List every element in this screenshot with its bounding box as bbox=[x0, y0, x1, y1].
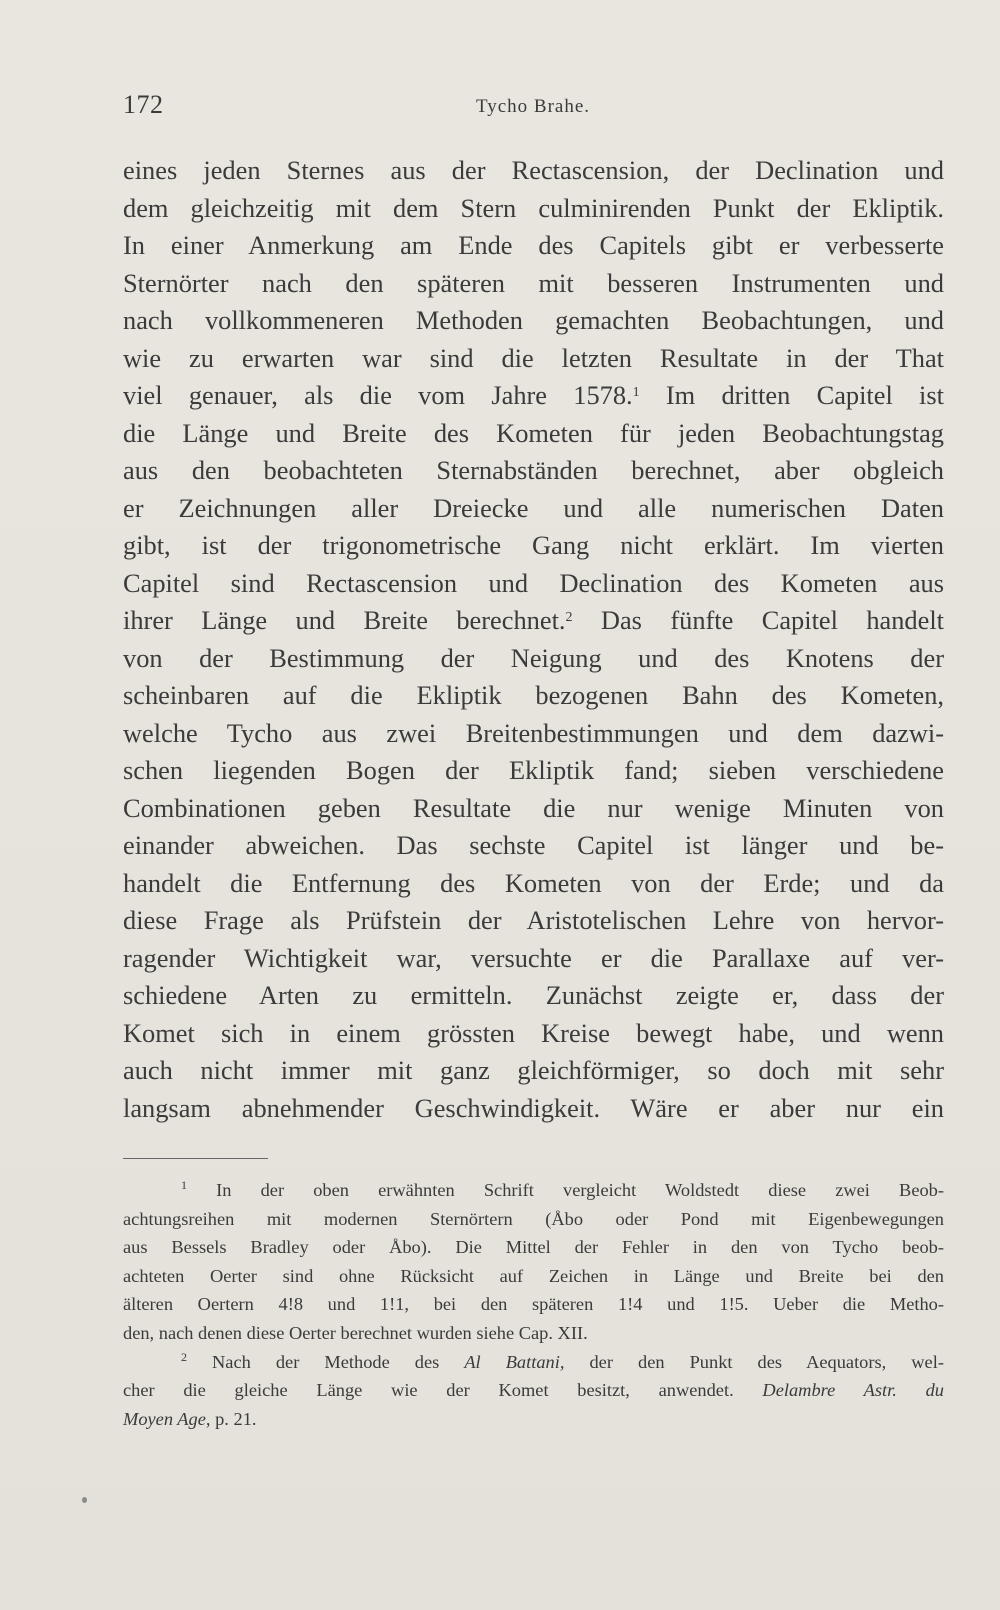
body-line: die Länge und Breite des Kometen für jeden Beobachtungstag bbox=[123, 417, 944, 448]
body-line: handelt die Entfernung des Kometen von der Erde; und da bbox=[123, 867, 944, 898]
body-line-text: ihrer Länge und Breite berechnet. bbox=[123, 605, 566, 635]
body-line: ragender Wichtigkeit war, versuchte er die Parallaxe auf ver- bbox=[123, 942, 944, 973]
footnote-line-text: In der oben erwähnten Schrift vergleicht Woldstedt diese zwei Beob- bbox=[216, 1180, 944, 1200]
footnote-divider bbox=[123, 1158, 268, 1159]
body-line: langsam abnehmender Geschwindigkeit. Wäre er aber nur ein bbox=[123, 1092, 944, 1123]
footnote-ref-2: 2 bbox=[565, 610, 573, 625]
body-line: Capitel sind Rectascension und Declination des Kometen aus bbox=[123, 567, 944, 598]
body-line: schen liegenden Bogen der Ekliptik fand; sieben verschiedene bbox=[123, 755, 944, 785]
footnote-line-text: cher die gleiche Länge wie der Komet besitzt, anwendet. bbox=[123, 1380, 734, 1401]
footnote-italic-text: Al Battani, bbox=[464, 1351, 565, 1372]
body-line: eines jeden Sternes aus der Rectascension, der Declination und bbox=[123, 155, 944, 185]
body-line: von der Bestimmung der Neigung und des Knotens der bbox=[123, 642, 944, 673]
footnote-1-line: älteren Oertern 4!8 und 1!1, bei den späteren 1!4 und 1!5. Ueber die Metho- bbox=[123, 1294, 944, 1315]
body-line-text: Im dritten Capitel ist bbox=[665, 380, 944, 410]
footnote-1-line: achtungsreihen mit modernen Sternörtern (Åbo oder Pond mit Eigenbewegungen bbox=[123, 1208, 944, 1229]
body-line: gibt, ist der trigonometrische Gang nicht erklärt. Im vierten bbox=[123, 530, 944, 560]
body-line bbox=[123, 377, 944, 415]
footnote-2-line bbox=[123, 1405, 944, 1434]
body-line: scheinbaren auf die Ekliptik bezogenen Bahn des Kometen, bbox=[123, 680, 944, 710]
body-line: er Zeichnungen aller Dreiecke und alle numerischen Daten bbox=[123, 492, 944, 523]
footnote-1-line bbox=[123, 1176, 944, 1205]
footnote-italic-text: Moyen Age, bbox=[123, 1408, 211, 1429]
body-line: Sternörter nach den späteren mit besseren Instrumenten und bbox=[123, 267, 944, 298]
body-line: aus den beobachteten Sternabständen berechnet, aber obgleich bbox=[123, 455, 944, 485]
body-line: dem gleichzeitig mit dem Stern culminirenden Punkt der Ekliptik. bbox=[123, 192, 944, 223]
footnote-line-text: p. 21. bbox=[215, 1408, 257, 1429]
footnote-line-text: Nach der Methode des bbox=[212, 1351, 440, 1372]
footnote-2-marker: 2 bbox=[181, 1349, 187, 1364]
body-line: auch nicht immer mit ganz gleichförmiger, so doch mit sehr bbox=[123, 1055, 944, 1085]
body-line: nach vollkommeneren Methoden gemachten Beobachtungen, und bbox=[123, 305, 944, 335]
body-line: schiedene Arten zu ermitteln. Zunächst zeigte er, dass der bbox=[123, 980, 944, 1010]
body-line: wie zu erwarten war sind die letzten Resultate in der That bbox=[123, 342, 944, 373]
footnote-1-line: aus Bessels Bradley oder Åbo). Die Mittel der Fehler in den von Tycho beob- bbox=[123, 1237, 944, 1258]
footnote-italic-text: Delambre Astr. du bbox=[762, 1380, 944, 1401]
body-line: Combinationen geben Resultate die nur wenige Minuten von bbox=[123, 792, 944, 823]
body-line: Komet sich in einem grössten Kreise bewegt habe, und wenn bbox=[123, 1017, 944, 1048]
footnote-2-line bbox=[123, 1376, 944, 1405]
footnote-ref-1: 1 bbox=[632, 385, 640, 400]
body-line-text: viel genauer, als die vom Jahre 1578. bbox=[123, 380, 633, 410]
page-number: 172 bbox=[123, 90, 164, 119]
footnotes bbox=[123, 1176, 944, 1433]
running-head: Tycho Brahe. bbox=[475, 96, 591, 117]
body-line-text: Das fünfte Capitel handelt bbox=[600, 605, 944, 635]
footnote-1-line: achteten Oerter sind ohne Rücksicht auf Zeichen in Länge und Breite bei den bbox=[123, 1265, 944, 1286]
page-header bbox=[123, 90, 943, 130]
body-text bbox=[123, 152, 944, 1127]
body-line: In einer Anmerkung am Ende des Capitels gibt er verbesserte bbox=[123, 230, 944, 260]
footnote-2-line bbox=[123, 1348, 944, 1377]
body-line: diese Frage als Prüfstein der Aristotelischen Lehre von hervor- bbox=[123, 905, 944, 935]
footnote-1-marker: 1 bbox=[181, 1178, 187, 1192]
body-line bbox=[123, 602, 944, 640]
ink-speck bbox=[82, 1497, 87, 1503]
footnote-1-line: den, nach denen diese Oerter berechnet wurden siehe Cap. XII. bbox=[123, 1322, 588, 1343]
body-line: welche Tycho aus zwei Breitenbestimmungen und dem dazwi- bbox=[123, 717, 944, 748]
footnote-line-text: der den Punkt des Aequators, wel- bbox=[589, 1351, 944, 1372]
body-line: einander abweichen. Das sechste Capitel ist länger und be- bbox=[123, 830, 944, 860]
